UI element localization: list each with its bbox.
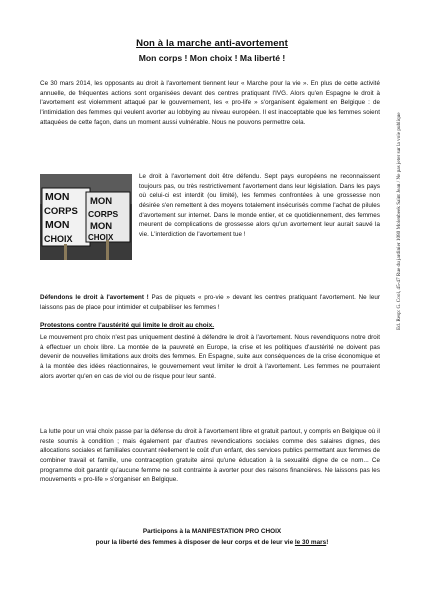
publisher-note: Ed. Resp: G. Cool, 45-47 Rue du jardinier 1080 Molenbeek Saint Jean / Ne pas jeter sur la voie publique	[396, 112, 402, 330]
manifestation-date: le 30 mars	[294, 539, 327, 546]
protest-signs-illustration	[40, 174, 132, 260]
defense-call-lead: Défendons le droit à l'avortement !	[40, 294, 149, 301]
intro-paragraph: Ce 30 mars 2014, les opposants au droit à l'avortement tiennent leur « Marche pour la vie ». En plus de cette activité annuelle, de fréquentes actions sont organisées devant des centres pratiquant l'IVG. Alors qu'en Espagne le droit à l'avortement est violemment attaqué par le gouvernement, les « pro-life » s'organisent également en Belgique : de l'intimidation des femmes qui veulent avorter au lobbying au niveau européen. Il est inacceptable que les femmes soient attaquées de cette façon, dans un moment aussi vulnérable. Nous ne pouvons permettre cela.	[40, 80, 380, 126]
sign-text-3: MON	[45, 219, 70, 231]
defense-call-text: Pas de piquets « pro-vie » devant les centres pratiquant l'avortement. Ne leur laissons pas de place pour intimider et culpabiliser les femmes !	[40, 294, 380, 311]
manifestation-text: pour la liberté des femmes à disposer de leur corps et de leur vie	[95, 539, 295, 546]
manifestation-line	[0, 539, 424, 546]
manifestation-end: !	[326, 539, 329, 546]
austerity-paragraph-2: La lutte pour un vrai choix passe par la défense du droit à l'avortement libre et gratuit partout, y compris en Belgique où il reste soumis à condition ; mais également par d'autres revendications sociales comme des salaires dignes, des allocations sociales et familiales couvrant réellement le coût d'un enfant, des services publics permettant aux femmes de combiner travail et famille, une contraception gratuite ainsi qu'une éducation à la sexualité digne de ce nom... Ce programme doit garantir qu'aucune femme ne soit contrainte à avorter pour des raisons financières. Ne laissons pas les mouvements « pro-life » s'organiser en Belgique.	[40, 428, 380, 484]
page-title: Non à la marche anti-avortement	[136, 38, 288, 49]
austerity-heading: Protestons contre l'austérité qui limite le droit au choix.	[40, 322, 215, 329]
sign-text-1: MON	[45, 191, 70, 203]
page-subtitle: Mon corps ! Mon choix ! Ma liberté !	[138, 53, 286, 63]
sign-text-5: MON	[90, 196, 113, 207]
sign-text-8: CHOIX	[88, 233, 114, 242]
protest-signs-photo	[40, 174, 132, 260]
defense-paragraph: Le droit à l'avortement doit être défendu. Sept pays européens ne reconnaissent toujours pas, ou très restrictivement l'avortement dans leur législation. Dans les pays où celui-ci est interdit (ou limité), les femmes confrontées à une grossesse non désirée s'en remettent à des moyens totalement insécurisés comme l'achat de pilules d'avortement sur internet. Dans le monde entier, et ce quotidiennement, des femmes meurent de complications de grossesse alors qu'un avortement leur aurait sauvé la vie. L'interdiction de l'avortement tue !	[139, 173, 380, 238]
sign-text-4: CHOIX	[44, 234, 73, 244]
defense-call-paragraph	[40, 293, 380, 312]
sign-text-6: CORPS	[88, 209, 119, 219]
sign-text-7: MON	[90, 221, 113, 232]
sign-text-2: CORPS	[44, 206, 78, 217]
austerity-paragraph-1: Le mouvement pro choix n'est pas uniquement destiné à défendre le droit à l'avortement. Nous revendiquons notre droit à effectuer un choix libre. La montée de la pauvreté en Europe, la crise et les politiques d'austérité ne doivent pas devenir de nouvelles limitations aux droits des femmes. En Espagne, suite aux conséquences de la crise économique et à la montée des idées réactionnaires, le gouvernement veut limiter le droit à l'avortement. Les femmes ne pourraient alors avorter qu'en en cas de viol ou de risque pour leur santé.	[40, 334, 380, 380]
participons-line: Participons à la MANIFESTATION PRO CHOIX	[142, 528, 282, 535]
